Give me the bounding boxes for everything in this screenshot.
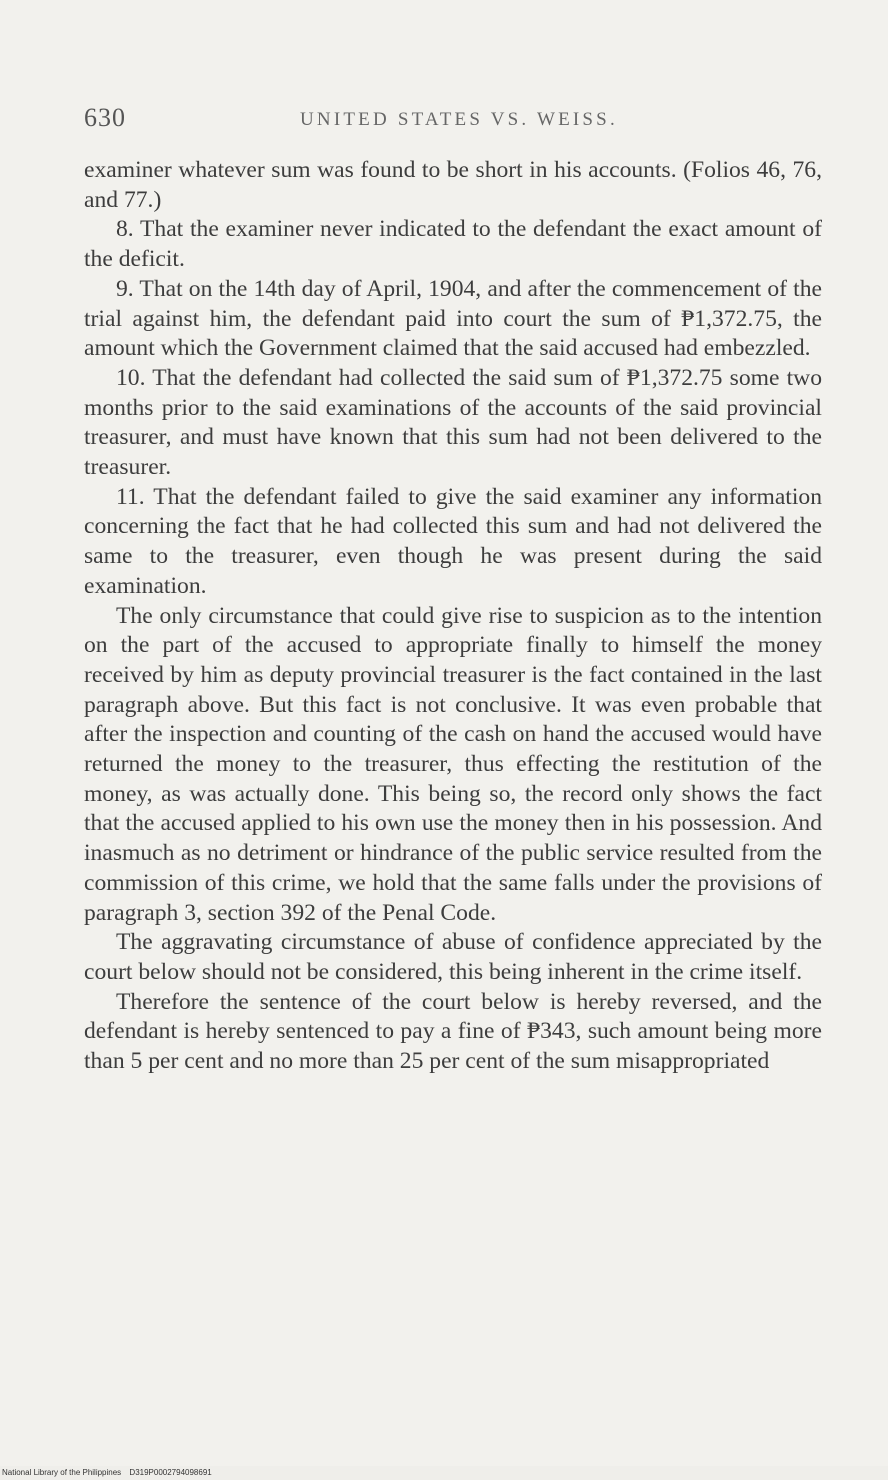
paragraph-circumstance: The only circumstance that could give rise to suspicion as to the intention on the part of the accused to appropriate finally to himself the money received by him as deputy provincial treasurer is the fact contained in the last paragraph above. But this fact is not conclusive. It was even probable that after the inspection and counting of the cash on hand the accused would have returned the money to the treasurer, thus effecting the restitution of the money, as was actually done. This being so, the record only shows the fact that the accused applied to his own use the money then in his possession. And inasmuch as no detriment or hindrance of the public service resulted from the commission of this crime, we hold that the same falls under the provisions of paragraph 3, section 392 of the Penal Code. — [84, 602, 822, 926]
finding-8: 8. That the examiner never indicated to the defendant the exact amount of the deficit. — [84, 216, 822, 273]
paragraph-continuation: examiner whatever sum was found to be short in his accounts. (Folios 46, 76, and 77.) — [84, 157, 822, 213]
finding-9: 9. That on the 14th day of April, 1904, and after the commencement of the trial against him, the defendant paid into court the sum of ₱1,372.75, the amount which the Government claimed that the said accused had embezzled. — [84, 275, 822, 362]
running-head: UNITED STATES VS. WEISS. — [300, 109, 618, 130]
paragraph-sentence: Therefore the sentence of the court below is hereby reversed, and the defendant is hereby sentenced to pay a fine of ₱343, such amount being more than 5 per cent and no more than 25 per cent of the sum misappropriated — [84, 988, 822, 1075]
scan-footer — [0, 1466, 888, 1480]
paragraph-aggravating: The aggravating circumstance of abuse of confidence appreciated by the court below should not be considered, this being inherent in the crime itself. — [84, 929, 822, 985]
page-number: 630 — [84, 103, 126, 132]
finding-11: 11. That the defendant failed to give the said examiner any information concerning the fact that he had collected this sum and had not delivered the same to the treasurer, even though he was present during the said examination. — [84, 483, 822, 599]
footer-identifier: D319P0002794098691 — [129, 1468, 212, 1477]
body-text — [84, 156, 822, 1077]
finding-10: 10. That the defendant had collected the said sum of ₱1,372.75 some two months prior to the said examinations of the accounts of the said provincial treasurer, and must have known that this sum had not been delivered to the treasurer. — [84, 364, 822, 481]
page-header — [84, 103, 824, 143]
footer-institution: National Library of the Philippines — [2, 1468, 122, 1477]
